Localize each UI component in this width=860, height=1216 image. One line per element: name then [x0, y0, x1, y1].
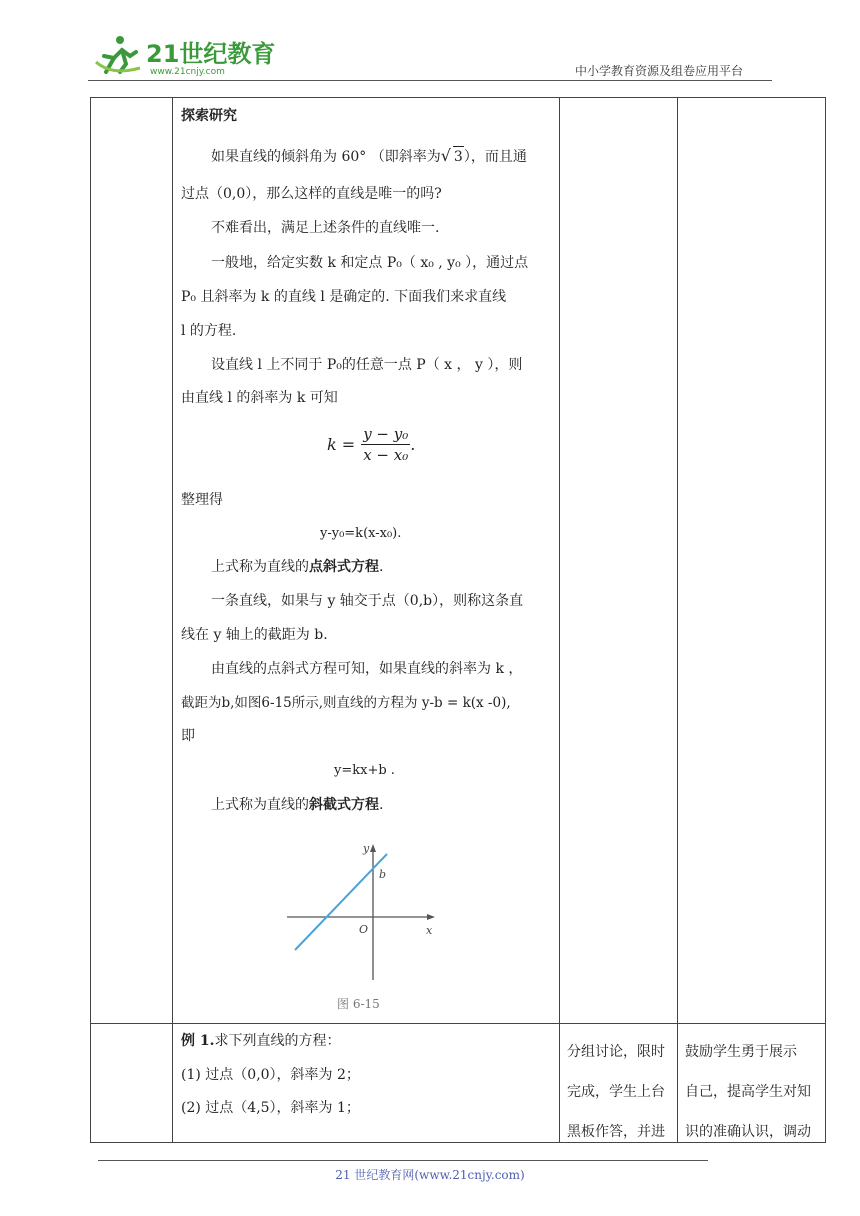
intent-line: 自己，提高学生对知 [685, 1084, 811, 1100]
section-title: 探索研究 [181, 108, 237, 124]
header-divider [88, 80, 772, 81]
paragraph: 即 [181, 728, 195, 744]
runner-icon [96, 36, 140, 72]
equation: y-y₀=k(x-x₀). [320, 526, 402, 541]
logo [92, 32, 276, 78]
site-tagline: 中小学教育资源及组卷应用平台 [575, 64, 744, 78]
paragraph: 设直线 l 上不同于 P₀的任意一点 P（ x ， y ），则 [211, 357, 523, 373]
origin-label: O [359, 923, 369, 936]
figure-caption: 图 6-15 [337, 997, 380, 1011]
slope-formula: k = $\frac{\text{y − y₀}}{\text{x − x₀}}$ . [327, 425, 416, 464]
paragraph: 如果直线的倾斜角为 60° （即斜率为√ 3），而且通 [211, 146, 527, 165]
paragraph: 一般地，给定实数 k 和定点 P₀（ x₀ , y₀ ），通过点 [211, 255, 529, 271]
example-title: 例 1.求下列直线的方程： [181, 1033, 341, 1049]
x-label: x [426, 924, 433, 937]
paragraph: 过点（0,0），那么这样的直线是唯一的吗? [181, 186, 442, 202]
paragraph: 线在 y 轴上的截距为 b. [181, 627, 328, 643]
paragraph: 不难看出，满足上述条件的直线唯一. [211, 220, 440, 236]
activity-line: 完成，学生上台 [567, 1084, 665, 1100]
paragraph: 由直线的点斜式方程可知，如果直线的斜率为 k ， [211, 661, 523, 677]
svg-text:www.21cnjy.com: www.21cnjy.com [150, 67, 225, 77]
paragraph: 由直线 l 的斜率为 k 可知 [181, 390, 338, 406]
example-item: (2) 过点（4,5），斜率为 1； [181, 1100, 360, 1116]
equation: y=kx+b . [334, 763, 395, 778]
y-arrow-icon [370, 844, 376, 852]
paragraph: l 的方程. [181, 323, 237, 339]
paragraph: 上式称为直线的斜截式方程. [211, 797, 384, 813]
paragraph: P₀ 且斜率为 k 的直线 l 是确定的. 下面我们来求直线 [181, 289, 507, 305]
paragraph: 整理得 [181, 492, 223, 508]
paragraph: 上式称为直线的点斜式方程. [211, 559, 384, 575]
figure-6-15 [283, 838, 443, 1018]
x-arrow-icon [427, 914, 435, 920]
paragraph: 截距为b,如图6-15所示,则直线的方程为 y-b = k(x -0), [181, 695, 511, 711]
intent-line: 鼓励学生勇于展示 [685, 1044, 797, 1060]
activity-line: 黑板作答，并进 [567, 1124, 665, 1140]
example-item: (1) 过点（0,0），斜率为 2； [181, 1067, 360, 1083]
footer-link[interactable]: 21 世纪教育网(www.21cnjy.com) [335, 1168, 525, 1182]
footer-divider [98, 1160, 708, 1161]
paragraph: 一条直线，如果与 y 轴交于点（0,b），则称这条直 [211, 593, 524, 609]
svg-text:21世纪教育: 21世纪教育 [146, 40, 276, 68]
intent-line: 识的准确认识，调动 [685, 1124, 811, 1140]
col-divider [559, 98, 560, 1142]
activity-line: 分组讨论，限时 [567, 1044, 665, 1060]
b-label: b [379, 868, 387, 881]
col-divider [172, 98, 173, 1142]
col-divider [677, 98, 678, 1142]
row-divider [91, 1023, 825, 1024]
y-label: y [363, 842, 370, 855]
